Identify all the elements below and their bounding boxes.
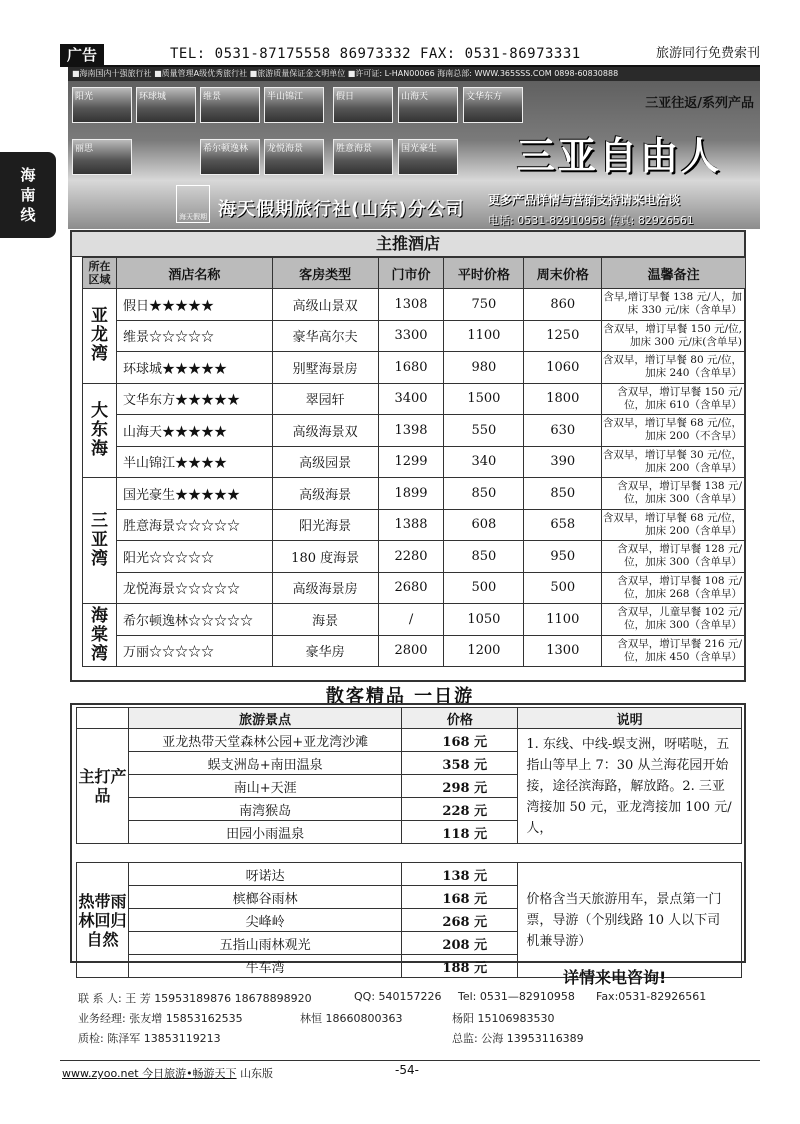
tour-spot: 南湾猴岛 bbox=[128, 798, 402, 821]
weekday-price: 850 bbox=[444, 541, 524, 573]
room-type: 海景 bbox=[272, 604, 378, 636]
tour-spot: 牛车湾 bbox=[128, 955, 402, 978]
weekday-price: 500 bbox=[444, 572, 524, 604]
table-row bbox=[83, 541, 746, 573]
room-type: 豪华房 bbox=[272, 635, 378, 667]
weekday-price: 980 bbox=[444, 352, 524, 384]
hotel-thumb bbox=[333, 87, 393, 123]
tour-price: 268 元 bbox=[402, 909, 518, 932]
table-row bbox=[83, 446, 746, 478]
table-row bbox=[83, 289, 746, 321]
list-price: / bbox=[378, 604, 444, 636]
contact-yangyang: 杨阳 15106983530 bbox=[452, 1012, 555, 1025]
room-type: 阳光海景 bbox=[272, 509, 378, 541]
weekend-price: 1800 bbox=[524, 383, 602, 415]
list-price: 1680 bbox=[378, 352, 444, 384]
hotel-thumb bbox=[264, 139, 324, 175]
hotel-thumb bbox=[333, 139, 393, 175]
weekday-price: 1200 bbox=[444, 635, 524, 667]
hotel-name: 文华东方★★★★★ bbox=[116, 383, 272, 415]
side-tab-char: 线 bbox=[20, 206, 36, 224]
hotel-thumb bbox=[264, 87, 324, 123]
hotel-thumb bbox=[72, 139, 132, 175]
tour-spot: 蜈支洲岛+南田温泉 bbox=[128, 752, 402, 775]
room-type: 翠园轩 bbox=[272, 383, 378, 415]
room-type: 高级海景双 bbox=[272, 415, 378, 447]
table-row bbox=[83, 604, 746, 636]
agency-name: 海天假期旅行社(山东)分公司 bbox=[218, 199, 465, 220]
weekend-price: 1300 bbox=[524, 635, 602, 667]
weekend-price: 1100 bbox=[524, 604, 602, 636]
column-header: 周末价格 bbox=[524, 258, 602, 289]
hotel-name: 山海天★★★★★ bbox=[116, 415, 272, 447]
banner-slogan: 更多产品详情与营销支持请来电洽谈 bbox=[488, 193, 681, 207]
region-cell: 海棠湾 bbox=[83, 604, 117, 667]
thumb-label: 环球城 bbox=[139, 92, 167, 102]
list-price: 2800 bbox=[378, 635, 444, 667]
table-row bbox=[83, 635, 746, 667]
weekend-price: 950 bbox=[524, 541, 602, 573]
hotel-name: 希尔顿逸林☆☆☆☆☆ bbox=[116, 604, 272, 636]
banner-title: 三亚自由人 bbox=[516, 134, 722, 178]
weekday-price: 850 bbox=[444, 478, 524, 510]
page-number: -54- bbox=[395, 1063, 419, 1077]
hotel-section-title: 主推酒店 bbox=[72, 232, 744, 257]
tour-group-name: 主打产品 bbox=[77, 729, 129, 844]
remark: 含双早，增订早餐 68 元/位，加床 200（含单早） bbox=[602, 509, 746, 541]
remark: 含双早，增订早餐 68 元/位，加床 200（不含早） bbox=[602, 415, 746, 447]
page-header bbox=[60, 44, 760, 66]
tour-price: 188 元 bbox=[402, 955, 518, 978]
column-header: 所在区域 bbox=[83, 258, 117, 289]
tel-fax-line: TEL: 0531-87175558 86973332 FAX: 0531-86973331 bbox=[170, 46, 581, 62]
list-price: 2680 bbox=[378, 572, 444, 604]
side-tab-char: 海 bbox=[20, 166, 36, 184]
blank-header bbox=[77, 708, 129, 729]
tour-table bbox=[76, 707, 742, 978]
ad-label: 广告 bbox=[60, 44, 104, 66]
thumb-label: 国光豪生 bbox=[401, 144, 438, 154]
list-price: 2280 bbox=[378, 541, 444, 573]
tour-spot: 亚龙热带天堂森林公园+亚龙湾沙滩 bbox=[128, 729, 402, 752]
column-header: 价格 bbox=[402, 708, 518, 729]
footer-site[interactable]: www.zyoo.net 今日旅游•畅游天下 bbox=[62, 1067, 237, 1080]
hotel-table bbox=[82, 257, 746, 667]
hotel-thumb bbox=[398, 139, 458, 175]
tour-section bbox=[70, 703, 746, 976]
tour-price: 168 元 bbox=[402, 729, 518, 752]
hotel-name: 阳光☆☆☆☆☆ bbox=[116, 541, 272, 573]
weekend-price: 630 bbox=[524, 415, 602, 447]
table-row bbox=[83, 572, 746, 604]
weekend-price: 860 bbox=[524, 289, 602, 321]
contact-linheng: 林恒 18660800363 bbox=[300, 1012, 403, 1025]
table-row bbox=[83, 383, 746, 415]
tour-price: 298 元 bbox=[402, 775, 518, 798]
thumb-label: 阳光 bbox=[75, 92, 94, 102]
quality-check: 质检: 陈泽军 13853119213 bbox=[78, 1032, 221, 1045]
hotel-name: 环球城★★★★★ bbox=[116, 352, 272, 384]
spacer-row bbox=[77, 844, 742, 863]
remark: 含双早，增订早餐 216 元/位，加床 450（含单早） bbox=[602, 635, 746, 667]
list-price: 3300 bbox=[378, 320, 444, 352]
contact-row bbox=[78, 990, 758, 1010]
remark: 含双早，增订早餐 150 元/位，加床 610（含单早） bbox=[602, 383, 746, 415]
tour-price: 208 元 bbox=[402, 932, 518, 955]
tour-section-title: 散客精品 一日游 bbox=[325, 686, 475, 707]
index-label: 旅游同行免费索刊 bbox=[655, 46, 760, 61]
contact-row bbox=[78, 1010, 758, 1030]
room-type: 高级海景房 bbox=[272, 572, 378, 604]
footer bbox=[62, 1065, 273, 1081]
tour-spot: 田园小雨温泉 bbox=[128, 821, 402, 844]
list-price: 1388 bbox=[378, 509, 444, 541]
side-tab-char: 南 bbox=[20, 186, 36, 204]
room-type: 豪华高尔夫 bbox=[272, 320, 378, 352]
thumb-label: 假日 bbox=[336, 92, 355, 102]
remark: 含双早，增订早餐 30 元/位，加床 200（含单早） bbox=[602, 446, 746, 478]
hotel-thumb bbox=[200, 139, 260, 175]
thumb-label: 龙悦海景 bbox=[267, 144, 304, 154]
footer-edition: 山东版 bbox=[240, 1067, 274, 1080]
region-cell: 三亚湾 bbox=[83, 478, 117, 604]
thumb-label: 丽思 bbox=[75, 144, 94, 154]
weekend-price: 1250 bbox=[524, 320, 602, 352]
table-header-row bbox=[77, 708, 742, 729]
side-tab bbox=[0, 152, 56, 238]
agency-logo: 海天假期 bbox=[176, 185, 210, 223]
tour-price: 358 元 bbox=[402, 752, 518, 775]
tour-price: 118 元 bbox=[402, 821, 518, 844]
hotel-thumb bbox=[398, 87, 458, 123]
series-label: 三亚往返/系列产品 bbox=[645, 96, 754, 111]
hotel-name: 维景☆☆☆☆☆ bbox=[116, 320, 272, 352]
list-price: 1899 bbox=[378, 478, 444, 510]
weekday-price: 750 bbox=[444, 289, 524, 321]
weekday-price: 608 bbox=[444, 509, 524, 541]
column-header: 旅游景点 bbox=[128, 708, 402, 729]
weekend-price: 390 bbox=[524, 446, 602, 478]
region-cell: 大东海 bbox=[83, 383, 117, 478]
table-header-row bbox=[83, 258, 746, 289]
tour-group-name: 热带雨林回归自然 bbox=[77, 863, 129, 978]
director: 总监: 公海 13953116389 bbox=[452, 1032, 584, 1045]
column-header: 客房类型 bbox=[272, 258, 378, 289]
tour-note: 价格含当天旅游用车，景点第一门票，导游（个别线路 10 人以下司机兼导游） bbox=[518, 863, 742, 978]
table-row bbox=[83, 352, 746, 384]
hotel-name: 龙悦海景☆☆☆☆☆ bbox=[116, 572, 272, 604]
fax-number: Fax:0531-82926561 bbox=[596, 990, 707, 1003]
weekday-price: 340 bbox=[444, 446, 524, 478]
hotel-name: 假日★★★★★ bbox=[116, 289, 272, 321]
remark: 含双早，儿童早餐 102 元/位，加床 300（含单早） bbox=[602, 604, 746, 636]
footer-rule bbox=[60, 1060, 760, 1061]
weekday-price: 550 bbox=[444, 415, 524, 447]
tour-note: 1. 东线、中线-蜈支洲，呀喏哒，五指山等早上 7：30 从兰海花园开始接，途径滨海路，解放路。2. 三亚湾接加 50 元，亚龙湾接加 100 元/人， bbox=[518, 729, 742, 844]
tour-spot: 呀诺达 bbox=[128, 863, 402, 886]
table-row bbox=[77, 863, 742, 886]
tel-number: Tel: 0531—82910958 bbox=[458, 990, 575, 1003]
hotel-thumb bbox=[463, 87, 523, 123]
business-manager: 业务经理: 张友增 15853162535 bbox=[78, 1012, 243, 1025]
table-row bbox=[83, 478, 746, 510]
spacer-cell bbox=[77, 844, 742, 863]
list-price: 1398 bbox=[378, 415, 444, 447]
tour-spot: 槟榔谷雨林 bbox=[128, 886, 402, 909]
column-header: 酒店名称 bbox=[116, 258, 272, 289]
thumb-label: 希尔顿逸林 bbox=[203, 144, 249, 154]
table-row bbox=[83, 509, 746, 541]
banner-info-strip: ■海南国内十强旅行社 ■质量管理A级优秀旅行社 ■旅游质量保证金文明单位 ■许可证: L-HAN00066 海南总部: WWW.365SSS.COM 0898-60830888 bbox=[68, 67, 760, 81]
list-price: 1299 bbox=[378, 446, 444, 478]
tour-spot: 南山+天涯 bbox=[128, 775, 402, 798]
column-header: 温馨备注 bbox=[602, 258, 746, 289]
column-header: 说明 bbox=[518, 708, 742, 729]
remark: 含双早，增订早餐 150 元/位,加床 300 元/床(含单早) bbox=[602, 320, 746, 352]
list-price: 1308 bbox=[378, 289, 444, 321]
room-type: 高级山景双 bbox=[272, 289, 378, 321]
hotel-thumb bbox=[200, 87, 260, 123]
column-header: 平时价格 bbox=[444, 258, 524, 289]
qq-number: QQ: 540157226 bbox=[354, 990, 442, 1003]
hotel-name: 万丽☆☆☆☆☆ bbox=[116, 635, 272, 667]
room-type: 别墅海景房 bbox=[272, 352, 378, 384]
region-cell: 亚龙湾 bbox=[83, 289, 117, 384]
room-type: 180 度海景 bbox=[272, 541, 378, 573]
table-row bbox=[77, 729, 742, 752]
table-row bbox=[83, 415, 746, 447]
weekday-price: 1500 bbox=[444, 383, 524, 415]
contact-row bbox=[78, 1030, 758, 1050]
tour-price: 228 元 bbox=[402, 798, 518, 821]
banner bbox=[68, 67, 760, 229]
contacts-block bbox=[78, 990, 758, 1050]
weekend-price: 500 bbox=[524, 572, 602, 604]
hotel-name: 胜意海景☆☆☆☆☆ bbox=[116, 509, 272, 541]
hotel-section bbox=[70, 230, 746, 682]
tour-spot: 五指山雨林观光 bbox=[128, 932, 402, 955]
thumb-label: 维景 bbox=[203, 92, 222, 102]
tour-price: 138 元 bbox=[402, 863, 518, 886]
banner-phones: 电话: 0531-82910958 传真: 82926561 bbox=[488, 214, 694, 227]
hotel-thumb bbox=[72, 87, 132, 123]
table-row bbox=[83, 320, 746, 352]
call-to-action: 详情来电咨询! bbox=[563, 968, 667, 987]
room-type: 高级海景 bbox=[272, 478, 378, 510]
contact-person: 联 系 人: 王 芳 15953189876 18678898920 bbox=[78, 992, 312, 1005]
weekday-price: 1050 bbox=[444, 604, 524, 636]
column-header: 门市价 bbox=[378, 258, 444, 289]
remark: 含双早，增订早餐 80 元/位，加床 240（含单早） bbox=[602, 352, 746, 384]
remark: 含双早，增订早餐 128 元/位，加床 300（含单早） bbox=[602, 541, 746, 573]
hotel-name: 国光豪生★★★★★ bbox=[116, 478, 272, 510]
remark: 含双早，增订早餐 108 元/位，加床 268（含单早） bbox=[602, 572, 746, 604]
tour-price: 168 元 bbox=[402, 886, 518, 909]
weekday-price: 1100 bbox=[444, 320, 524, 352]
tour-spot: 尖峰岭 bbox=[128, 909, 402, 932]
thumb-label: 文华东方 bbox=[466, 92, 503, 102]
thumb-label: 胜意海景 bbox=[336, 144, 373, 154]
thumb-label: 山海天 bbox=[401, 92, 429, 102]
weekend-price: 658 bbox=[524, 509, 602, 541]
list-price: 3400 bbox=[378, 383, 444, 415]
weekend-price: 1060 bbox=[524, 352, 602, 384]
remark: 含双早，增订早餐 138 元/位，加床 300（含单早） bbox=[602, 478, 746, 510]
weekend-price: 850 bbox=[524, 478, 602, 510]
remark: 含早,增订早餐 138 元/人，加床 330 元/床（含单早） bbox=[602, 289, 746, 321]
room-type: 高级园景 bbox=[272, 446, 378, 478]
hotel-name: 半山锦江★★★★ bbox=[116, 446, 272, 478]
hotel-thumb bbox=[136, 87, 196, 123]
thumb-label: 半山锦江 bbox=[267, 92, 304, 102]
